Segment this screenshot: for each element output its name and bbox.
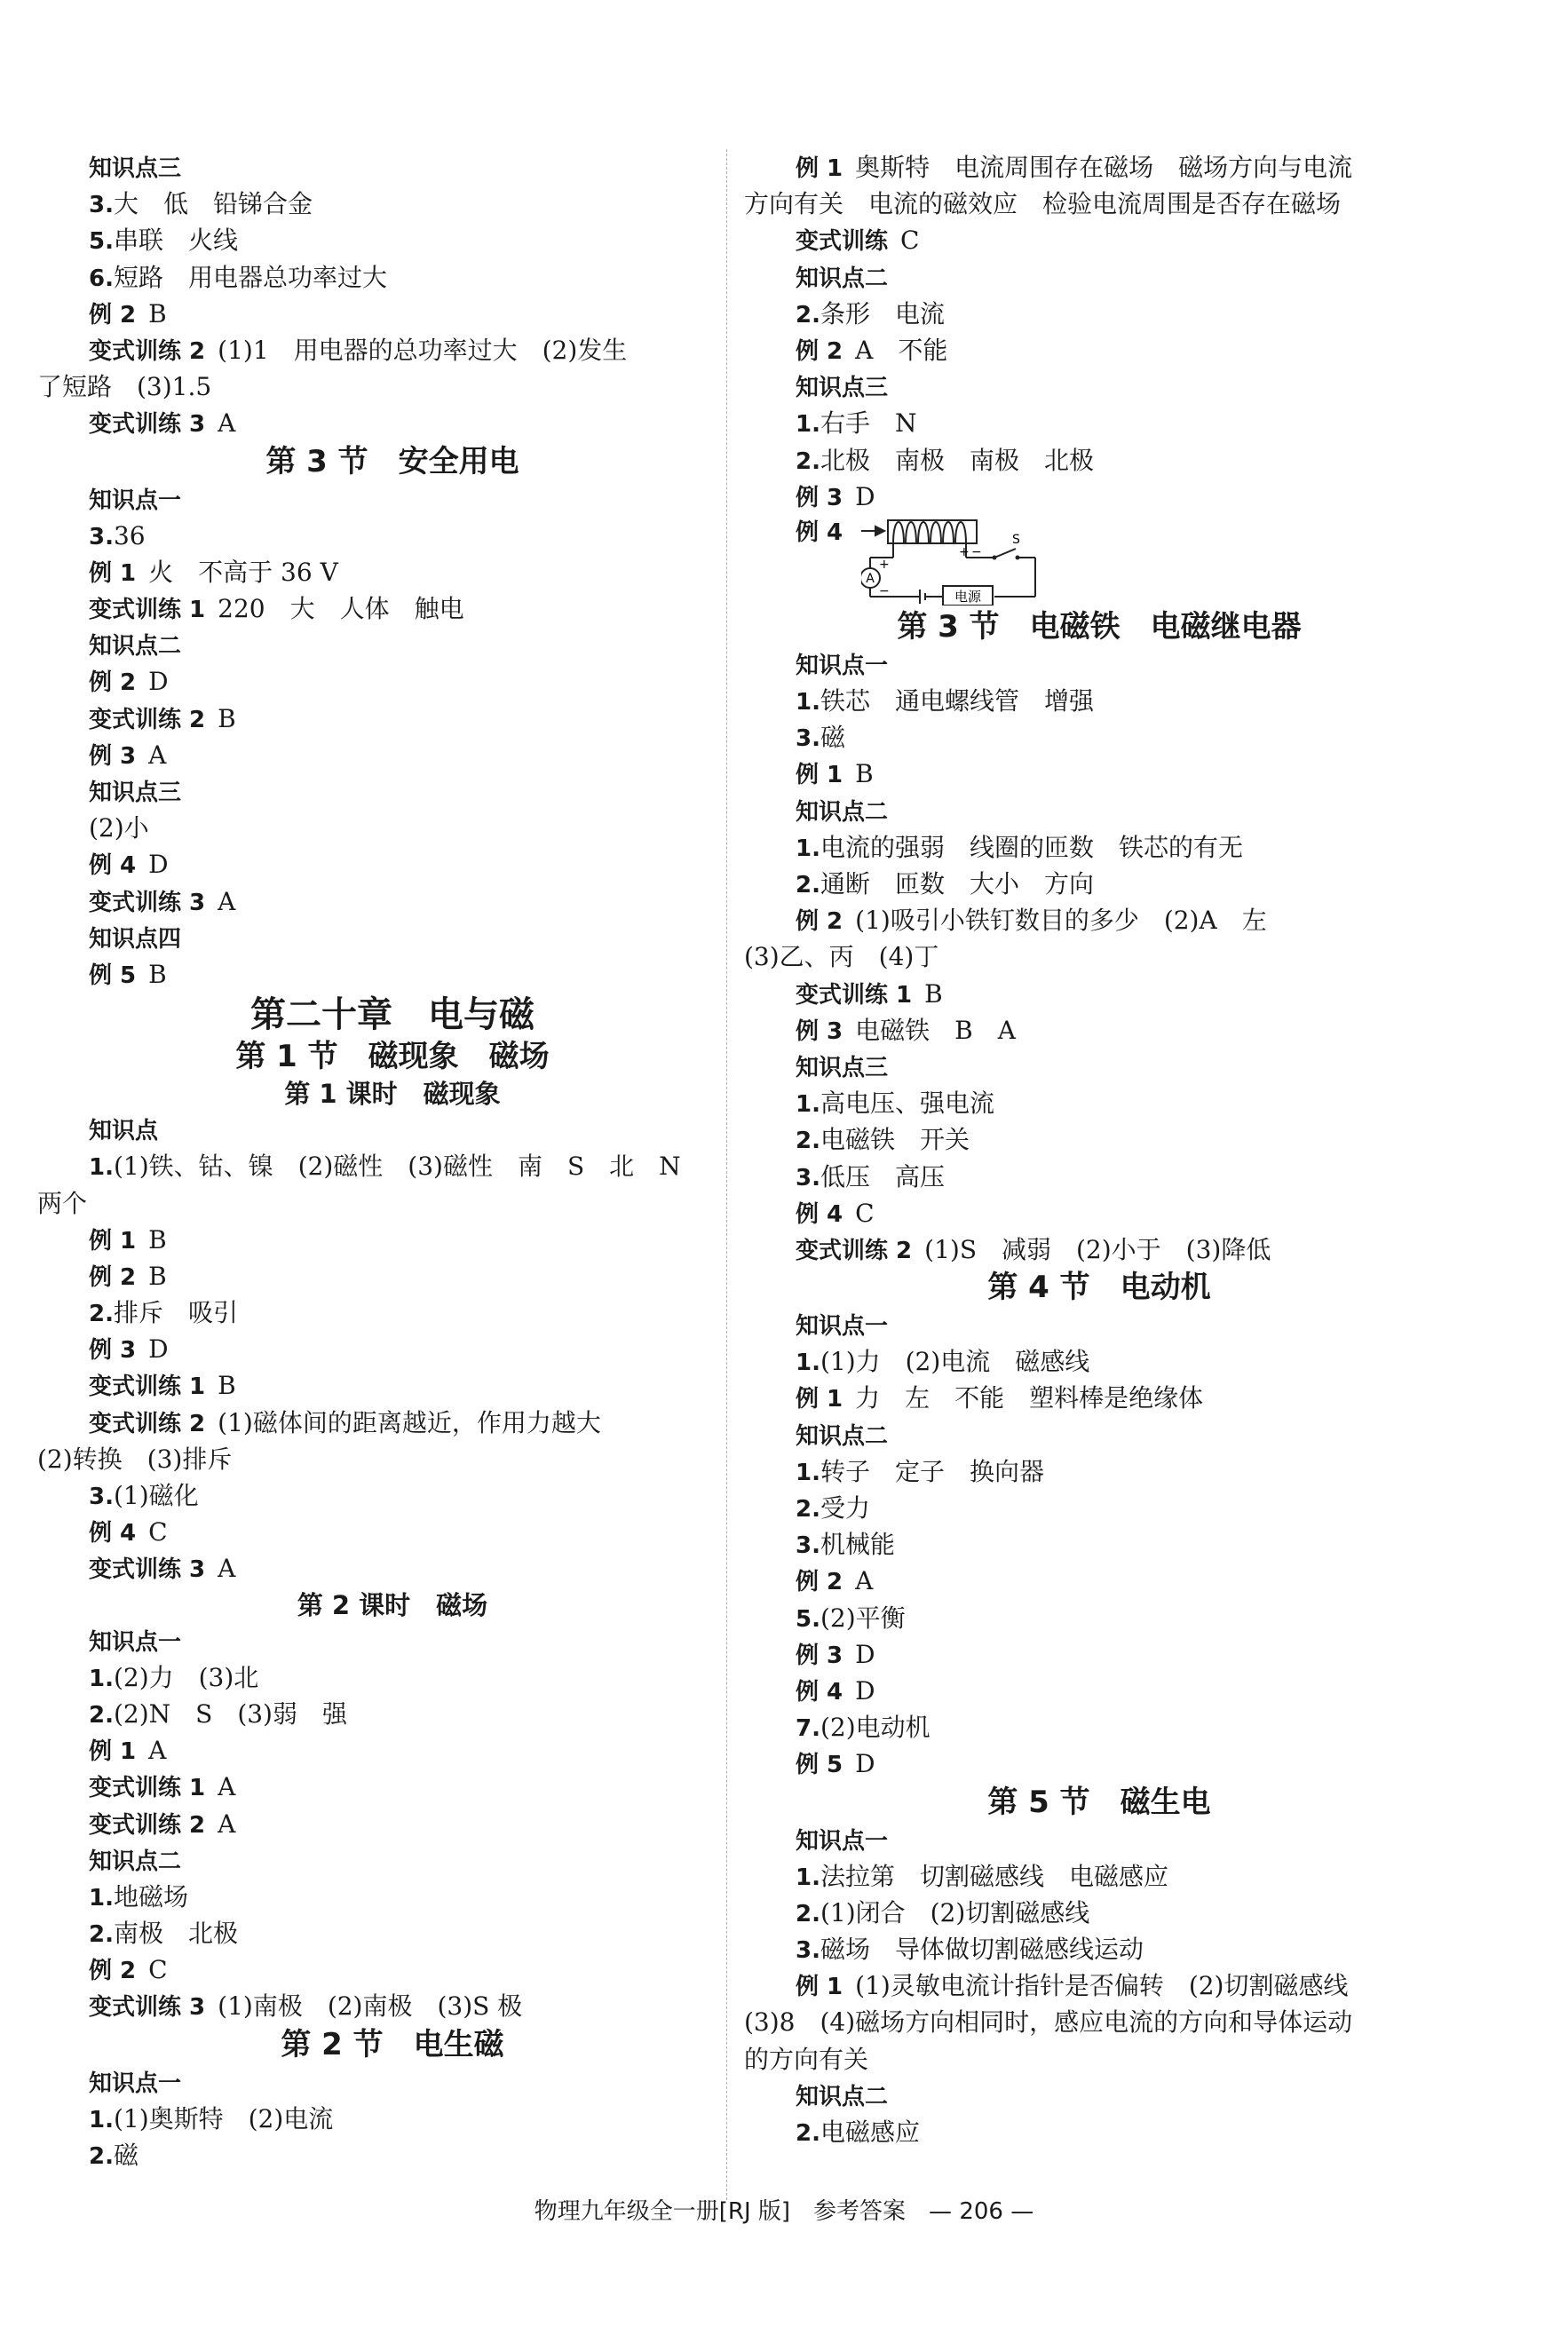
answer-line (744, 756, 1419, 792)
answer-text: D (148, 667, 169, 697)
item-label: 3. (796, 725, 820, 753)
answer-line (37, 1441, 712, 1477)
item-label: 变式训练 3 (89, 411, 206, 439)
answer-text: B (148, 959, 167, 989)
item-label: 变式训练 3 (89, 1994, 206, 2022)
answer-line (744, 296, 1419, 332)
answer-line (744, 1307, 1419, 1343)
lesson-heading: 第 1 课时 磁现象 (284, 1079, 501, 1110)
answer-line (744, 149, 1419, 186)
answer-line (37, 1405, 712, 1441)
item-label: 例 3 (89, 1337, 137, 1365)
answer-text: 低压 高压 (820, 1161, 945, 1191)
left-column (37, 149, 712, 2173)
answer-text: (1)吸引小铁钉数目的多少 (2)A 左 (855, 906, 1267, 936)
item-label: 5. (796, 1605, 820, 1633)
item-label: 知识点一 (796, 652, 889, 679)
item-label: 3. (796, 1937, 820, 1965)
answer-line (37, 590, 712, 627)
answer-line (37, 1185, 712, 1222)
answer-line (744, 1673, 1419, 1709)
item-label: 例 1 (89, 1227, 137, 1255)
answer-line (37, 186, 712, 222)
answer-line (37, 1222, 712, 1258)
answer-line (37, 773, 712, 810)
answer-text: (1)铁、钴、镍 (2)磁性 (3)磁性 南 S 北 N (113, 1152, 681, 1182)
item-label: 例 3 (796, 1642, 843, 1669)
section-heading: 第 3 节 安全用电 (265, 443, 519, 479)
answer-line (37, 2064, 712, 2101)
answer-line (37, 846, 712, 883)
answer-text: B (218, 1371, 236, 1401)
item-label: 例 2 (89, 301, 137, 328)
answer-line (744, 1967, 1419, 2004)
answer-text: C (148, 1955, 168, 1985)
section-heading: 第 3 节 电磁铁 电磁继电器 (897, 608, 1302, 645)
answer-text: D (855, 481, 875, 511)
item-label: 1. (796, 1459, 820, 1486)
answer-text: 转子 定子 换向器 (820, 1456, 1044, 1486)
answer-line (37, 518, 712, 554)
answer-line (37, 1258, 712, 1294)
answer-text: 两个 (37, 1188, 88, 1218)
answer-text: 机械能 (820, 1530, 895, 1560)
answer-line (744, 1417, 1419, 1453)
answer-line (744, 1231, 1419, 1268)
page-footer: 物理九年级全一册[RJ 版] 参考答案 — 206 — (534, 2198, 1034, 2225)
item-label: 变式训练 2 (89, 337, 206, 365)
answer-text: D (148, 850, 169, 880)
answer-line (744, 719, 1419, 756)
answer-text: (1)1 用电器的总功率过大 (2)发生 (218, 335, 628, 365)
item-label: 2. (89, 1701, 114, 1729)
answer-text: 电流的强弱 线圈的匝数 铁芯的有无 (820, 832, 1243, 862)
item-label: 知识点一 (796, 1827, 889, 1855)
right-column (744, 149, 1419, 2150)
answer-line (744, 2114, 1419, 2150)
answer-line (744, 2041, 1419, 2078)
answer-text: C (900, 226, 920, 256)
answer-line (744, 1563, 1419, 1599)
answer-line (37, 883, 712, 920)
answer-text: (1)磁化 (113, 1481, 199, 1510)
item-label: 1. (796, 689, 820, 716)
answer-line (37, 405, 712, 441)
answer-text: C (855, 1198, 875, 1228)
answer-line (37, 222, 712, 258)
answer-text: B (924, 978, 943, 1009)
item-label: 例 2 (89, 1263, 137, 1291)
answer-line (744, 829, 1419, 866)
item-label: 例 2 (796, 337, 843, 365)
answer-line (744, 866, 1419, 902)
answer-line (744, 646, 1419, 683)
answer-line (744, 1121, 1419, 1158)
answer-line (744, 1490, 1419, 1526)
item-label: 1. (89, 1154, 114, 1182)
answer-text: 36 (113, 520, 146, 550)
answer-line (744, 938, 1419, 975)
lesson-heading: 第 2 课时 磁场 (297, 1589, 488, 1620)
answer-line (37, 1550, 712, 1587)
answer-line (37, 1915, 712, 1951)
answer-line (744, 405, 1419, 441)
answer-line (37, 1988, 712, 2024)
answer-text: (1)灵敏电流计指针是否偏转 (2)切割磁感线 (855, 1971, 1349, 2001)
answer-line (37, 1331, 712, 1367)
answer-line (37, 810, 712, 846)
item-label: 例 4 (89, 1520, 137, 1547)
item-label: 例 1 (796, 762, 843, 789)
answer-line (37, 1367, 712, 1404)
item-label: 3. (89, 1484, 114, 1510)
answer-line (744, 1159, 1419, 1195)
item-label: 2. (89, 2143, 114, 2170)
answer-line (744, 1012, 1419, 1049)
item-label: 例 1 (796, 1974, 843, 2001)
answer-text: (2)电动机 (820, 1713, 931, 1743)
answer-line (744, 332, 1419, 368)
item-label: 2. (89, 1301, 114, 1328)
item-label: 例 2 (89, 669, 137, 697)
answer-text: (1)力 (2)电流 磁感线 (820, 1347, 1090, 1377)
answer-text: (2)力 (3)北 (113, 1662, 259, 1692)
power-source-label: 电源 (954, 588, 982, 605)
answer-text: (2)转换 (3)排斥 (37, 1444, 233, 1474)
answer-line (744, 479, 1419, 515)
answer-text: 南极 北极 (113, 1919, 238, 1949)
answer-line (37, 701, 712, 737)
answer-text: 方向有关 电流的磁效应 检验电流周围是否存在磁场 (744, 189, 1342, 219)
answer-line (744, 259, 1419, 296)
answer-line (37, 1879, 712, 1915)
answer-line (744, 442, 1419, 479)
item-label: 例 5 (796, 1752, 843, 1779)
item-label: 知识点三 (796, 375, 889, 402)
answer-line (744, 1526, 1419, 1563)
answer-text: A (218, 1809, 236, 1839)
answer-text: B (148, 1224, 167, 1255)
answer-line (744, 1085, 1419, 1121)
answer-line (37, 920, 712, 956)
example-4-figure-row (744, 515, 1419, 607)
answer-line (37, 737, 712, 773)
answer-text: (1)S 减弱 (2)小于 (3)降低 (924, 1234, 1271, 1264)
item-label: 知识点 (89, 1118, 159, 1145)
item-label: 例 2 (89, 1958, 137, 1985)
answer-line (744, 1195, 1419, 1231)
answer-text: 通断 匝数 大小 方向 (820, 869, 1094, 898)
answer-line (37, 1769, 712, 1805)
coil-minus-label: − (971, 544, 982, 559)
answer-line (37, 1294, 712, 1331)
answer-text: B (148, 1261, 167, 1291)
answer-text: 大 低 铅锑合金 (113, 189, 313, 219)
answer-line (37, 1514, 712, 1550)
coil-plus-label: + (959, 544, 970, 559)
answer-text: 条形 电流 (820, 298, 945, 328)
answer-text: A (148, 1736, 167, 1766)
answer-line (37, 1148, 712, 1184)
answer-text: B (148, 298, 167, 328)
item-label: 1. (796, 835, 820, 862)
answer-line (37, 296, 712, 332)
item-label: 例 3 (89, 742, 137, 770)
answer-text: 地磁场 (113, 1881, 188, 1912)
item-label: 2. (796, 1496, 820, 1523)
item-label: 变式训练 1 (89, 1373, 206, 1401)
item-label: 知识点一 (89, 2070, 182, 2097)
answer-line (37, 554, 712, 590)
answer-line (37, 956, 712, 993)
item-label: 2. (89, 1921, 114, 1949)
answer-text: B (218, 703, 236, 733)
answer-text: A (218, 1772, 236, 1802)
answer-text: D (855, 1675, 875, 1706)
answer-text: 了短路 (3)1.5 (37, 372, 212, 402)
item-label: 例 5 (89, 962, 137, 989)
answer-text: 高电压、强电流 (820, 1088, 994, 1119)
item-label: 知识点三 (89, 155, 182, 182)
answer-text: 排斥 吸引 (113, 1298, 238, 1328)
answer-line (37, 1732, 712, 1769)
item-label: 3. (796, 1164, 820, 1191)
item-label: 知识点二 (89, 633, 182, 661)
answer-line (37, 1112, 712, 1148)
answer-text: 短路 用电器总功率过大 (113, 262, 387, 292)
answer-line (37, 481, 712, 518)
item-label: 例 1 (89, 1738, 137, 1766)
answer-line (37, 1842, 712, 1879)
ammeter-plus-label: + (879, 557, 890, 572)
item-label: 1. (796, 1091, 820, 1119)
answer-line (744, 1709, 1419, 1745)
answer-text: (2)N S (3)弱 强 (113, 1698, 347, 1729)
item-label: 变式训练 2 (89, 1811, 206, 1839)
answer-line (37, 1623, 712, 1659)
answer-line (37, 149, 712, 186)
ammeter-minus-label: − (879, 583, 890, 598)
item-label: 例 1 (796, 155, 843, 182)
item-label: 例 4 (89, 852, 137, 880)
item-label: 知识点四 (89, 925, 182, 953)
item-label: 变式训练 2 (89, 1410, 206, 1437)
answer-text: 220 大 人体 触电 (218, 594, 464, 624)
item-label: 6. (89, 265, 114, 292)
answer-line (744, 2004, 1419, 2040)
answer-text: D (855, 1749, 875, 1779)
answer-line (744, 368, 1419, 405)
item-label: 变式训练 3 (89, 889, 206, 916)
answer-line (37, 332, 712, 368)
answer-line (37, 259, 712, 296)
item-label: 变式训练 2 (796, 1237, 913, 1264)
answer-line (744, 1745, 1419, 1782)
answer-text: 串联 火线 (113, 226, 238, 256)
item-label: 知识点二 (89, 1848, 182, 1875)
answer-text: 火 不高于 36 V (148, 557, 338, 587)
item-label: 1. (796, 1350, 820, 1377)
answer-line (744, 1822, 1419, 1858)
answer-text: (3)8 (4)磁场方向相同时，感应电流的方向和导体运动 (744, 2007, 1353, 2038)
answer-line (744, 1453, 1419, 1490)
answer-text: 右手 N (820, 408, 917, 439)
answer-line (37, 663, 712, 700)
answer-line (37, 1951, 712, 1988)
answer-line (744, 186, 1419, 222)
item-label: 1. (796, 411, 820, 439)
answer-line (744, 1858, 1419, 1895)
answer-line (744, 902, 1419, 938)
answer-line (744, 1049, 1419, 1085)
item-label: 3. (89, 523, 114, 550)
item-label: 知识点一 (89, 487, 182, 514)
answer-line (744, 1931, 1419, 1967)
answer-text: (3)乙、丙 (4)丁 (744, 942, 939, 972)
item-label: 变式训练 1 (89, 597, 206, 624)
item-label: 例 4 (796, 1200, 843, 1228)
item-label: 变式训练 1 (796, 981, 913, 1009)
answer-line (37, 1806, 712, 1842)
item-label: 变式训练 (796, 228, 889, 256)
answer-text: 的方向有关 (744, 2044, 869, 2074)
answer-text: 北极 南极 南极 北极 (820, 445, 1094, 475)
answer-text: A 不能 (855, 335, 948, 365)
item-label: 例 4 (796, 518, 843, 546)
item-label: 1. (796, 1864, 820, 1891)
item-label: 变式训练 2 (89, 706, 206, 733)
answer-line (37, 1696, 712, 1732)
answer-text: (2)小 (89, 813, 149, 843)
answer-text: (1)奥斯特 (2)电流 (113, 2103, 334, 2133)
answer-line (37, 2137, 712, 2173)
item-label: 1. (89, 1665, 114, 1692)
item-label: 例 2 (796, 908, 843, 936)
answer-text: 奥斯特 电流周围存在磁场 磁场方向与电流 (855, 153, 1353, 182)
answer-text: C (148, 1517, 168, 1547)
solenoid-circuit-diagram (861, 517, 1048, 606)
item-label: 2. (796, 2120, 820, 2147)
answer-text: (2)平衡 (820, 1603, 906, 1633)
item-label: 知识点一 (89, 1628, 182, 1656)
switch-label: S (1012, 532, 1020, 547)
chapter-heading: 第二十章 电与磁 (250, 994, 535, 1036)
answer-text: 电磁铁 开关 (820, 1125, 970, 1155)
answer-text: A (148, 740, 167, 770)
item-label: 例 1 (89, 559, 137, 587)
item-label: 2. (796, 872, 820, 898)
answer-text: (1)南极 (2)南极 (3)S 极 (218, 1991, 523, 2022)
answer-line (744, 222, 1419, 258)
item-label: 知识点一 (796, 1313, 889, 1341)
answer-text: A (218, 886, 236, 916)
section-heading: 第 5 节 磁生电 (987, 1784, 1211, 1820)
answer-line (744, 976, 1419, 1012)
answer-line (744, 1380, 1419, 1416)
answer-text: 力 左 不能 塑料棒是绝缘体 (855, 1383, 1204, 1413)
answer-text: 磁 (113, 2141, 139, 2170)
answer-line (37, 627, 712, 663)
answer-text: D (148, 1334, 169, 1365)
column-divider (726, 149, 727, 2200)
answer-text: 受力 (820, 1493, 870, 1523)
answer-text: D (855, 1639, 875, 1669)
answer-line (744, 1343, 1419, 1380)
item-label: 2. (796, 447, 820, 475)
answer-line (744, 1636, 1419, 1673)
answer-line (37, 1659, 712, 1696)
item-label: 2. (796, 1128, 820, 1155)
item-label: 2. (796, 1900, 820, 1927)
item-label: 例 2 (796, 1569, 843, 1596)
answer-line (744, 793, 1419, 829)
item-label: 1. (89, 2106, 114, 2133)
item-label: 知识点二 (796, 798, 889, 826)
answer-line (744, 683, 1419, 719)
item-label: 例 1 (796, 1386, 843, 1413)
answer-line (37, 368, 712, 405)
item-label: 7. (796, 1715, 820, 1743)
item-label: 知识点三 (796, 1054, 889, 1081)
item-label: 例 3 (796, 1017, 843, 1045)
item-label: 知识点二 (796, 2083, 889, 2110)
answer-line (37, 1477, 712, 1514)
item-label: 知识点二 (796, 265, 889, 292)
answer-text: B (855, 759, 874, 789)
item-label: 2. (796, 301, 820, 328)
section-heading: 第 1 节 磁现象 磁场 (235, 1039, 550, 1075)
answer-text: A (218, 408, 236, 439)
section-heading: 第 2 节 电生磁 (281, 2026, 504, 2062)
answer-line (744, 1600, 1419, 1636)
item-label: 变式训练 3 (89, 1556, 206, 1584)
answer-text: 铁芯 通电螺线管 增强 (820, 686, 1094, 716)
answer-line (744, 1895, 1419, 1931)
section-heading: 第 4 节 电动机 (987, 1270, 1211, 1306)
item-label: 知识点三 (89, 780, 182, 806)
answer-line (37, 2101, 712, 2137)
item-label: 5. (89, 228, 114, 256)
answer-text: 电磁感应 (820, 2117, 920, 2147)
item-label: 1. (89, 1884, 114, 1912)
item-label: 例 3 (796, 484, 843, 511)
ammeter-label: A (866, 571, 875, 586)
answer-text: 电磁铁 B A (855, 1015, 1016, 1045)
item-label: 例 4 (796, 1678, 843, 1706)
answer-text: 磁 (820, 723, 845, 753)
answer-text: A (218, 1554, 236, 1584)
item-label: 变式训练 1 (89, 1775, 206, 1802)
answer-line (744, 2078, 1419, 2114)
answer-text: 磁场 导体做切割磁感线运动 (820, 1935, 1144, 1965)
item-label: 3. (89, 192, 114, 219)
answer-text: 法拉第 切割磁感线 电磁感应 (820, 1861, 1168, 1891)
answer-text: A (855, 1566, 874, 1596)
answer-text: (1)磁体间的距离越近，作用力越大 (218, 1407, 601, 1437)
item-label: 3. (796, 1532, 820, 1560)
answer-text: (1)闭合 (2)切割磁感线 (820, 1897, 1090, 1927)
item-label: 知识点二 (796, 1422, 889, 1450)
